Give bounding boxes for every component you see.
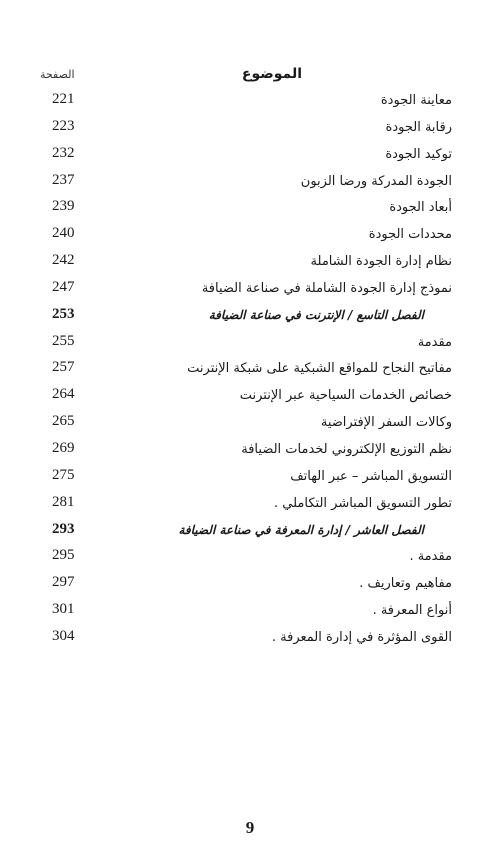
entry-title: تطور التسويق المباشر التكاملي .	[274, 495, 452, 511]
toc-entry-row	[40, 546, 452, 573]
chapter-title: الفصل التاسع / الإنترنت في صناعة الضيافة	[208, 307, 424, 322]
entry-page-number: 269	[52, 439, 75, 456]
entry-page-number: 223	[52, 117, 75, 134]
entry-page-number: 255	[52, 332, 75, 349]
entry-page-number: 264	[52, 386, 75, 403]
toc-entry-row	[40, 466, 452, 493]
chapter-heading-row	[40, 305, 452, 332]
toc-entry-row	[40, 493, 452, 520]
toc-entry-row	[40, 439, 452, 466]
toc-entry-row	[40, 171, 452, 198]
entry-title: معاينة الجودة	[380, 93, 452, 108]
entry-title: التسويق المباشر – عبر الهاتف	[290, 468, 452, 484]
entry-title: مقدمة	[417, 334, 452, 350]
entry-title: محددات الجودة	[368, 227, 452, 243]
entry-title: خصائص الخدمات السياحية عبر الإنترنت	[239, 388, 452, 404]
entry-page-number: 239	[52, 198, 75, 215]
chapter-title: الفصل العاشر / إدارة المعرفة في صناعة الضيافة	[178, 522, 424, 537]
entry-page-number: 297	[52, 574, 75, 591]
entry-title: مفاهيم وتعاريف .	[359, 576, 452, 592]
entry-title: نظم التوزيع الإلكتروني لخدمات الضيافة	[241, 441, 452, 457]
toc-entry-row	[40, 117, 452, 144]
entry-title: القوى المؤثرة في إدارة المعرفة .	[271, 629, 452, 645]
entry-page-number: 257	[52, 359, 75, 376]
page-number: 9	[245, 818, 255, 837]
toc-entry-row	[40, 197, 452, 224]
chapter-heading-row	[40, 520, 452, 547]
topic-column-heading: الموضوع	[241, 66, 302, 82]
toc-entry-row	[40, 573, 452, 600]
entry-page-number: 247	[52, 278, 75, 295]
entry-title: أبعاد الجودة	[389, 200, 452, 216]
entry-title: وكالات السفر الإفتراضية	[320, 415, 452, 431]
toc-entry-row	[40, 144, 452, 171]
entry-title: رقابة الجودة	[385, 119, 452, 135]
entry-title: مفاتيح النجاح للمواقع الشبكية على شبكة الإنترنت	[187, 361, 452, 377]
entry-page-number: 221	[52, 91, 75, 107]
toc-entry-row	[40, 412, 452, 439]
toc-entry-row	[40, 358, 452, 385]
toc-entry-row	[40, 600, 452, 627]
entry-page-number: 293	[52, 520, 75, 537]
entry-title: الجودة المدركة ورضا الزبون	[300, 173, 452, 189]
entry-page-number: 237	[52, 171, 75, 188]
toc-header	[40, 66, 452, 86]
toc-entry-row	[40, 278, 452, 305]
toc-entry-row	[40, 627, 452, 654]
page-column-heading: الصفحة	[40, 68, 75, 81]
entry-page-number: 304	[52, 627, 75, 644]
toc-entry-row	[40, 332, 452, 359]
entry-title: نظام إدارة الجودة الشاملة	[310, 254, 452, 270]
toc-entry-row	[40, 251, 452, 278]
toc-entry-row	[40, 90, 452, 117]
entry-page-number: 295	[52, 547, 75, 564]
entry-page-number: 242	[52, 252, 75, 269]
table-of-contents	[40, 90, 452, 654]
entry-page-number: 265	[52, 413, 75, 430]
entry-title: أنواع المعرفة .	[372, 603, 452, 619]
entry-page-number: 240	[52, 225, 75, 242]
toc-entry-row	[40, 224, 452, 251]
entry-page-number: 232	[52, 144, 75, 161]
entry-title: مقدمة .	[409, 549, 452, 565]
entry-page-number: 301	[52, 601, 75, 618]
entry-title: توكيد الجودة	[385, 146, 452, 162]
toc-entry-row	[40, 385, 452, 412]
entry-title: نموذج إدارة الجودة الشاملة في صناعة الضيافة	[201, 280, 452, 296]
entry-page-number: 253	[52, 305, 75, 322]
entry-page-number: 275	[52, 466, 75, 483]
entry-page-number: 281	[52, 493, 75, 510]
